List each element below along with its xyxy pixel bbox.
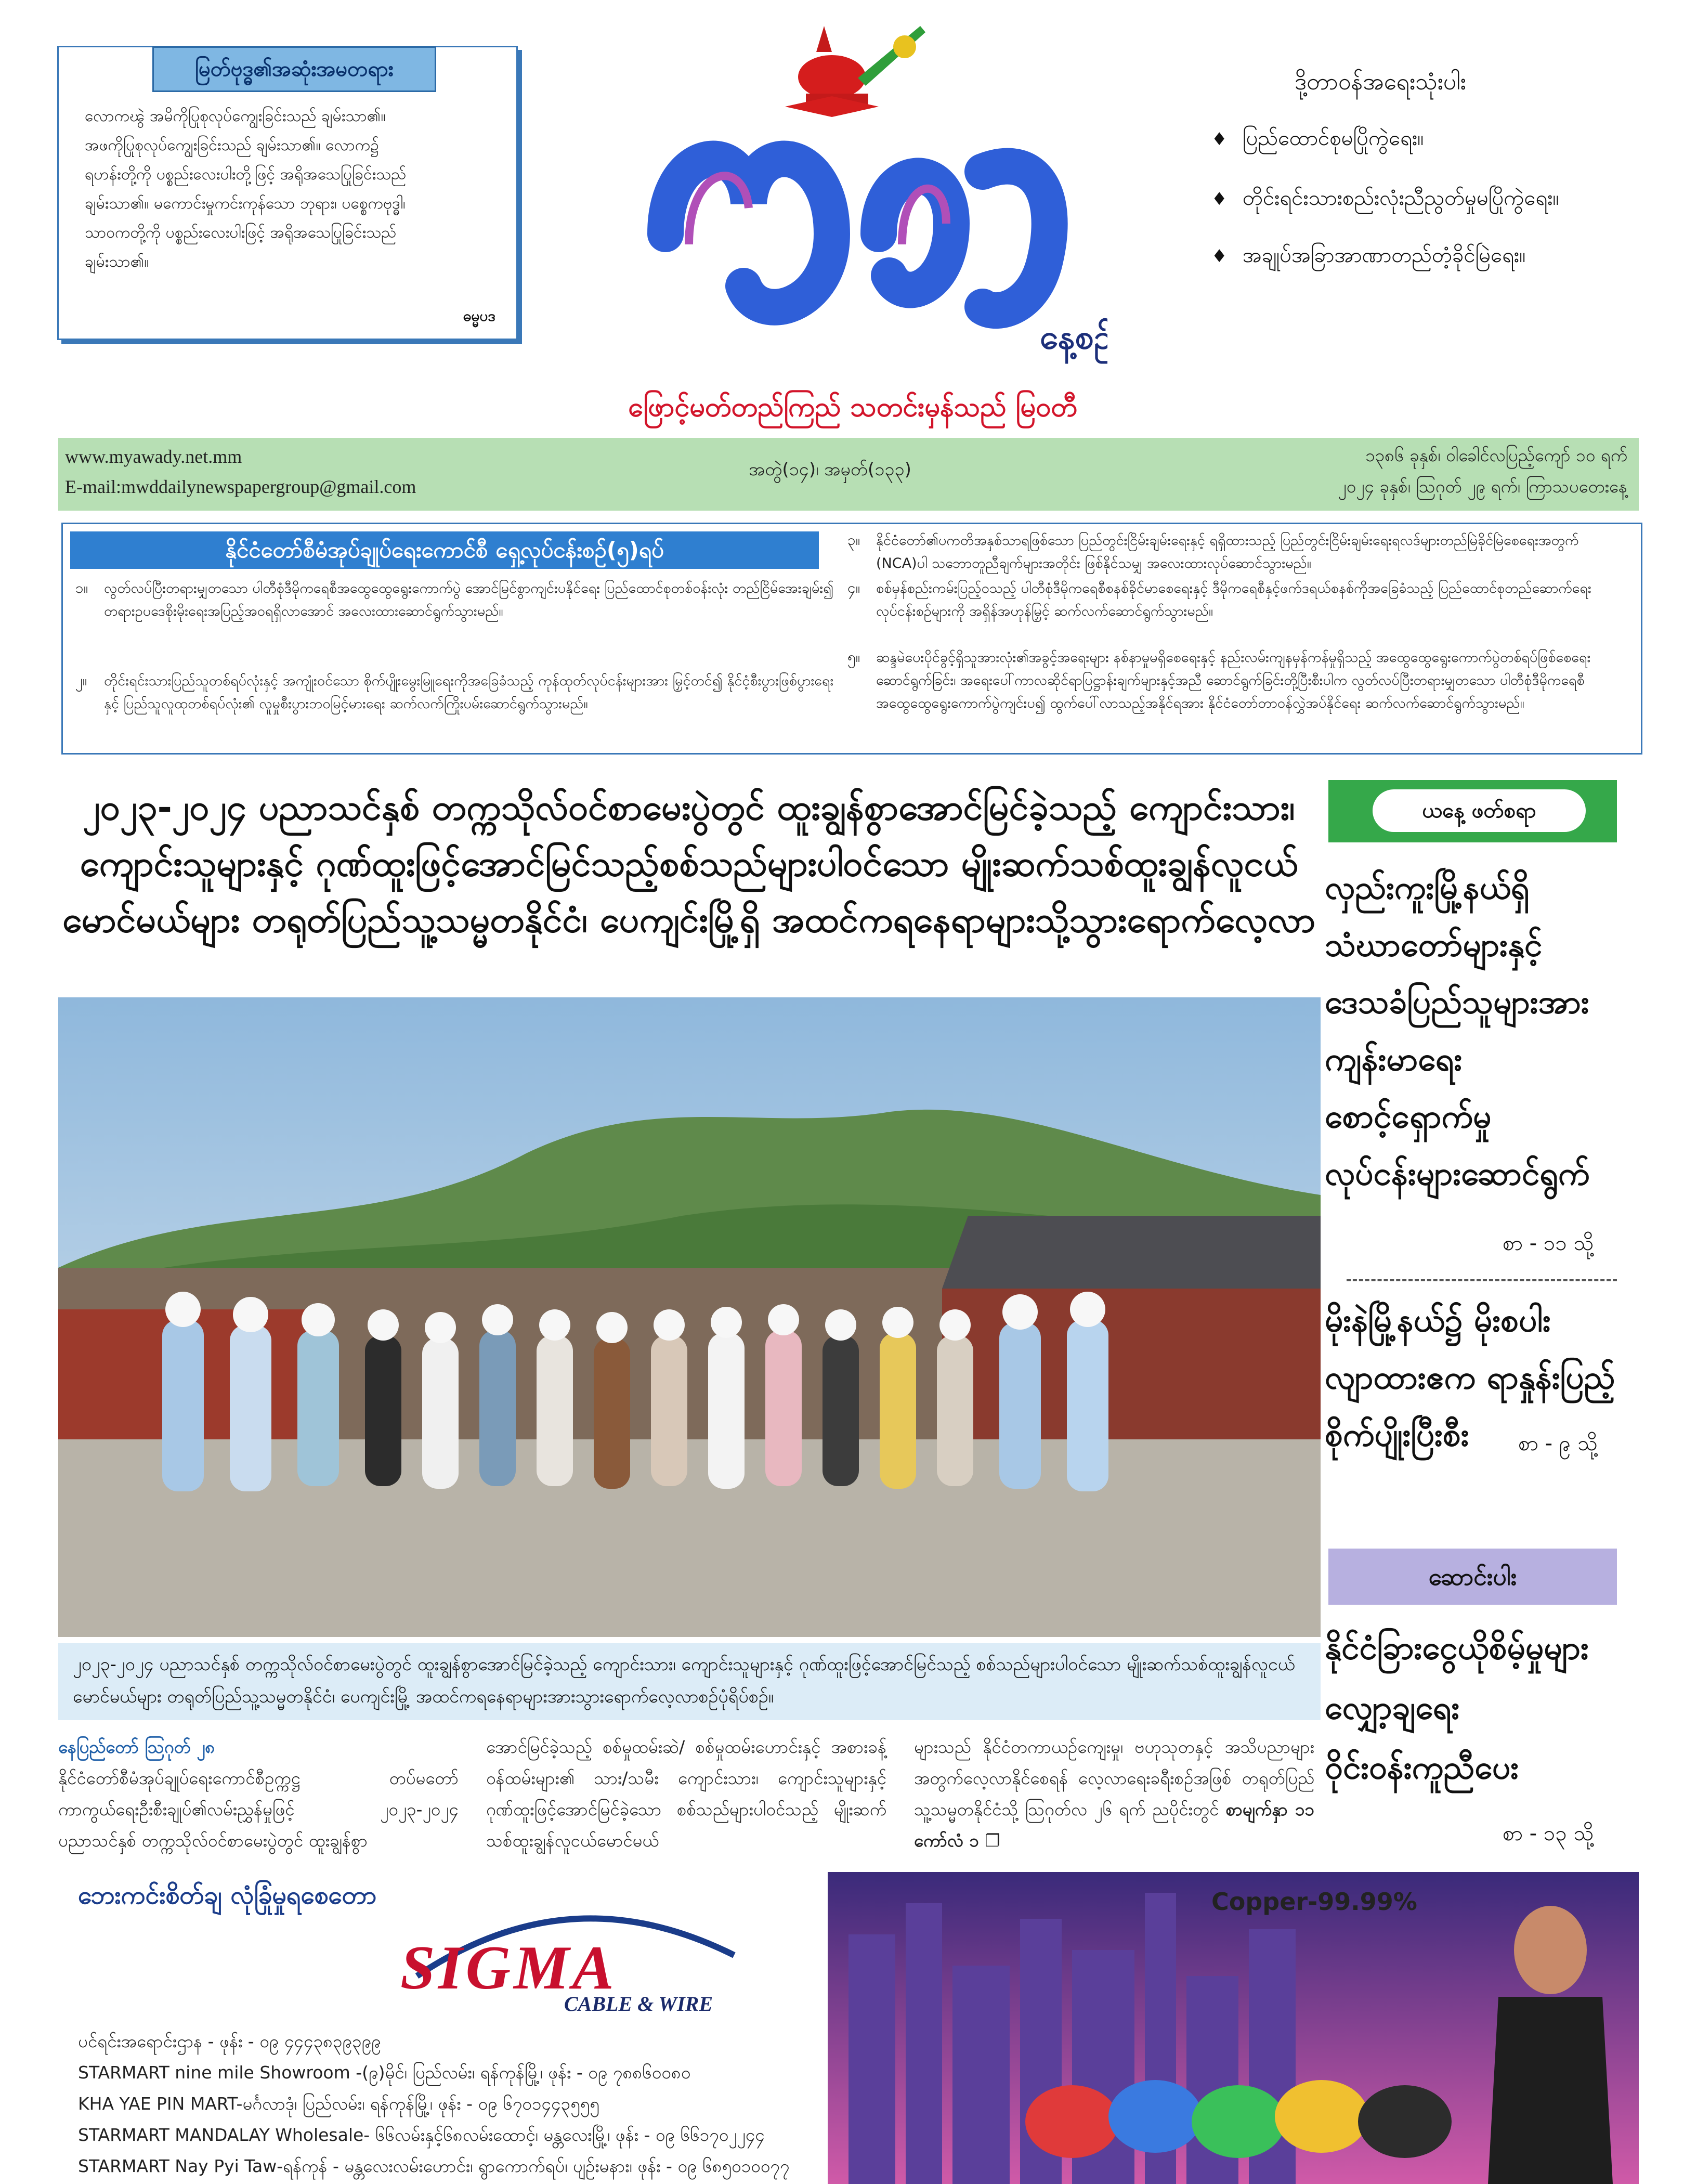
- plan-item: လွတ်လပ်ပြီးတရားမျှတသော ပါတီစုံဒီမိုကရေစီအထွေထွေရွေးကောက်ပွဲ အောင်မြင်စွာကျင်းပနိုင်ရေး ပြည်ထောင်စုတစ်ဝန်းလုံး တည်ငြိမ်အေးချမ်း၍ တရားဥပဒေစိုးမိုးရေးအပြည့်အဝရရှိလာအောင် အလေးထားဆောင်ရွက်သွားမည်။: [104, 580, 834, 619]
- date-myanmar: ၁၃၈၆ ခုနှစ်၊ ဝါခေါင်လပြည့်ကျော် ၁၀ ရက်: [1365, 445, 1627, 465]
- objective-text: အချုပ်အခြာအာဏာတည်တံ့ခိုင်မြဲရေး။: [1243, 243, 1526, 267]
- objective-text: တိုင်းရင်းသားစည်းလုံးညီညွတ်မှုမပြိုကွဲရေး။: [1243, 186, 1559, 210]
- email-link[interactable]: E-mail:mwddailynewspapergroup@gmail.com: [65, 476, 416, 497]
- article-column-3: [914, 1732, 1314, 1856]
- objective-item: [1211, 242, 1525, 272]
- headline-line: မောင်မယ်များ တရုတ်ပြည်သူ့သမ္မတနိုင်ငံ၊ ပေကျင်းမြို့ရှိ အထင်ကရနေရာများသို့သွားရောက်လေ့လာ: [62, 900, 1316, 941]
- motto-line: ချမ်းသာ၏။ မကောင်းမှုကင်းကုန်သော ဘုရား၊ ပစ္စေကဗုဒ္ဓါ၊: [85, 194, 406, 213]
- tagline: ဖြောင့်မတ်တည်ကြည် သတင်းမှန်သည် မြဝတီ: [628, 392, 1077, 423]
- headline-line: ကျောင်းသူများနှင့် ဂုဏ်ထူးဖြင့်အောင်မြင်သည့်စစ်သည်များပါဝင်သော မျိုးဆက်သစ်ထူးချွန်လူငယ်: [80, 843, 1298, 885]
- plan-item-number: ၂။: [75, 672, 87, 689]
- ad-contact-line: KHA YAE PIN MART-မင်္ဂလာဒုံ၊ ပြည်လမ်း၊ ရန်ကုန်မြို့၊ ဖုန်း - ၀၉ ၆၇၀၁၄၄၃၅၅၅: [78, 2094, 599, 2114]
- issue-number: အတွဲ(၁၄)၊ အမှတ်(၁၃၃): [749, 459, 911, 480]
- motto-line: ရဟန်းတို့ကို ပစ္စည်းလေးပါးတို့ဖြင့် အရိုအသေပြုခြင်းသည်: [85, 165, 407, 184]
- logo-graphic: [588, 16, 1107, 390]
- date-gregorian: ၂၀၂၄ ခုနှစ်၊ ဩဂုတ် ၂၉ ရက်၊ ကြာသပတေးနေ့: [1338, 476, 1627, 497]
- objective-item: [1211, 125, 1424, 155]
- sidebar-story-3-line[interactable]: နိုင်ငံခြားငွေယိုစိမ့်မှုများ: [1325, 1629, 1589, 1667]
- ad-copper-label: Copper-99.99%: [1211, 1888, 1417, 1916]
- diamond-bullet-icon: ♦: [1211, 129, 1228, 150]
- dateline: နေပြည်တော် ဩဂုတ် ၂၈: [58, 1737, 215, 1757]
- newspaper-logo[interactable]: [588, 16, 1107, 390]
- objective-item: [1211, 185, 1559, 215]
- photo-caption: ၂၀၂၃-၂၀၂၄ ပညာသင်နှစ် တက္ကသိုလ်ဝင်စာမေးပွဲတွင် ထူးချွန်စွာအောင်မြင်ခဲ့သည့် ကျောင်းသား၊ ကျောင်းသူများနှင့် ဂုဏ်ထူးဖြင့်အောင်မြင်သည့် စစ်သည်များပါဝင်သော မျိုးဆက်သစ်ထူးချွန်လူငယ်မောင်မယ်များ တရုတ်ပြည်သူ့သမ္မတနိုင်ငံ၊ ပေကျင်းမြို့ အထင်ကရနေရာများအားသွားရောက်လေ့လာစဉ်ပုံရိပ်စဉ်။: [73, 1654, 1295, 1707]
- ad-contact-line: STARMART Nay Pyi Taw-ရန်ကုန် - မန္တလေးလမ်းဟောင်း၊ ရွာကောက်ရပ်၊ ပျဉ်းမနား၊ ဖုန်း - ၀၉ ၆၈၅၀၁၀၀၇၇: [78, 2156, 790, 2176]
- emblem-icon: [785, 26, 925, 117]
- motto-text: [85, 102, 495, 277]
- plan-item: ဆန္ဒမဲပေးပိုင်ခွင့်ရှိသူအားလုံး၏အခွင့်အရေးများ နစ်နာမှုမရှိစေရေးနှင့် နည်းလမ်းကျနမှန်ကန်မှုရှိသည့် အထွေထွေရွေးကောက်ပွဲတစ်ရပ်ဖြစ်စေရေးဆောင်ရွက်ခြင်း၊ အရေးပေါ်ကာလဆိုင်ရာပြဋ္ဌာန်းချက်များနှင့်အညီ ဆောင်ရွက်ခြင်းတို့ပြီးစီးပါက လွတ်လပ်ပြီးတရားမျှတသော ပါတီစုံဒီမိုကရေစီအထွေထွေရွေးကောက်ပွဲကျင်းပ၍ ထွက်ပေါ်လာသည့်အနိုင်ရအား နိုင်ငံတော်တာဝန်လွှဲအပ်နိုင်ရေး ဆက်လက်ဆောင်ရွက်သွားမည်။: [876, 649, 1591, 711]
- motto-line: သာဝကတို့ကို ပစ္စည်းလေးပါးဖြင့် အရိုအသေပြုခြင်းသည်: [85, 224, 397, 242]
- sidebar-story-1-line[interactable]: စောင့်ရှောက်မှု: [1325, 1097, 1492, 1135]
- sidebar-story-3-line[interactable]: ဝိုင်းဝန်းကူညီပေး: [1325, 1748, 1519, 1786]
- article-section-header: ဆောင်းပါး: [1328, 1549, 1617, 1605]
- sidebar-story-2-ref[interactable]: စာ - ၉ သို့: [1518, 1432, 1598, 1455]
- plan-item-number: ၁။: [75, 579, 88, 596]
- plan-title: နိုင်ငံတော်စီမံအုပ်ချုပ်ရေးကောင်စီ ရှေ့လုပ်ငန်းစဉ်(၅)ရပ်: [70, 531, 819, 569]
- motto-title: မြတ်ဗုဒ္ဓ၏အဆုံးအမတရား: [152, 46, 436, 92]
- sidebar-story-1-ref[interactable]: စာ - ၁၁ သို့: [1503, 1231, 1594, 1255]
- sidebar-story-3-line[interactable]: လျှော့ချရေး: [1325, 1688, 1460, 1726]
- objective-text: ပြည်ထောင်စုမပြိုကွဲရေး။: [1243, 126, 1424, 150]
- ad-slogan: ဘေးကင်းစိတ်ချ လုံခြုံမှုရစေတော: [78, 1881, 377, 1910]
- sidebar-story-3-ref[interactable]: စာ - ၁၃ သို့: [1503, 1822, 1594, 1845]
- group-photo[interactable]: [58, 997, 1321, 1637]
- logo-lettering-icon: [665, 159, 1050, 311]
- group-photo-image: [58, 997, 1321, 1637]
- logo-suffix: နေ့စဉ်: [1040, 318, 1107, 357]
- plan-item-number: ၄။: [847, 579, 860, 596]
- cable-reels-icon: [1025, 2080, 1452, 2158]
- diamond-bullet-icon: ♦: [1211, 246, 1228, 267]
- sidebar-story-1-line[interactable]: လှည်းကူးမြို့နယ်ရှိ: [1325, 868, 1530, 906]
- article-column-1: [58, 1732, 459, 1856]
- article-text: များသည် နိုင်ငံတကာယဉ်ကျေးမှု၊ ဗဟုသုတနှင့် အသိပညာများအတွက်လေ့လာနိုင်စေရန် လေ့လာရေးခရီးစဉ်အဖြစ် တရုတ်ပြည်သူ့သမ္မတနိုင်ငံသို့ ဩဂုတ်လ ၂၆ ရက် ညပိုင်းတွင်: [914, 1737, 1314, 1819]
- sidebar-story-1-line[interactable]: ဒေသခံပြည်သူများအား: [1325, 983, 1589, 1021]
- ad-brand-subtitle: CABLE & WIRE: [564, 1992, 713, 2016]
- website-link[interactable]: www.myawady.net.mm: [65, 446, 242, 467]
- objectives-title: ဒို့တာဝန်အရေးသုံးပါး: [1295, 69, 1466, 95]
- article-column-2: [486, 1732, 886, 1856]
- ad-contact-line: STARMART nine mile Showroom -(၉)မိုင်၊ ပြည်လမ်း၊ ရန်ကုန်မြို့၊ ဖုန်း - ၀၉ ၇၈၈၆၀၀၈၀: [78, 2062, 691, 2083]
- plan-item: စစ်မှန်စည်းကမ်းပြည့်ဝသည့် ပါတီစုံဒီမိုကရေစီစနစ်ခိုင်မာစေရေးနှင့် ဒီမိုကရေစီနှင့်ဖက်ဒရယ်စနစ်ကိုအခြေခံသည့် ပြည်ထောင်စုတည်ဆောက်ရေးလုပ်ငန်းစဉ်များကို အရှိန်အဟုန်မြှင့် ဆက်လက်ဆောင်ရွက်သွားမည်။: [876, 580, 1591, 619]
- motto-source: ဓမ္မပဒ: [463, 307, 495, 324]
- todays-reading-label: ယနေ့ ဖတ်စရာ: [1373, 789, 1586, 832]
- motto-line: ချမ်းသာ၏။: [85, 253, 149, 271]
- ad-brand-logo: SIGMA: [400, 1933, 617, 2002]
- article-text: နိုင်ငံတော်စီမံအုပ်ချုပ်ရေးကောင်စီဥက္ကဋ္ဌ တပ်မတော်ကာကွယ်ရေးဦးစီးချုပ်၏လမ်းညွှန်မှုဖြင့် ၂၀၂၃-၂၀၂၄ ပညာသင်နှစ် တက္ကသိုလ်ဝင်စာမေးပွဲတွင် ထူးချွန်စွာ: [58, 1768, 459, 1851]
- sidebar-story-1-line[interactable]: ကျန်းမာရေး: [1325, 1040, 1463, 1078]
- ad-contact-line: ပင်ရင်းအရောင်းဌာန - ဖုန်း - ၀၉ ၄၄၄၃၈၃၉၃၉၉: [78, 2031, 381, 2051]
- motto-box: [57, 46, 518, 340]
- sidebar-story-1-line[interactable]: သံဃာတော်များနှင့်: [1325, 926, 1543, 964]
- headline-line: ၂၀၂၃-၂၀၂၄ ပညာသင်နှစ် တက္ကသိုလ်ဝင်စာမေးပွဲတွင် ထူးချွန်စွာအောင်မြင်ခဲ့သည့် ကျောင်းသား၊: [83, 787, 1295, 828]
- continued-link[interactable]: စာမျက်နှာ ၁၁ ကော်လံ ၁ ❐: [914, 1799, 1314, 1851]
- plan-item-number: ၅။: [847, 648, 860, 666]
- plan-item: နိုင်ငံတော်၏ပကတိအနှစ်သာရဖြစ်သော ပြည်တွင်းငြိမ်းချမ်းရေးနှင့် ရရှိထားသည့် ပြည်တွင်းငြိမ်းချမ်းရေးရလဒ်များတည်မြဲခိုင်မြဲစေရေးအတွက် (NCA)ပါ သဘောတူညီချက်များအတိုင်း ဖြစ်နိုင်သမျှ အလေးထားလုပ်ဆောင်သွားမည်။: [876, 532, 1579, 571]
- main-headline[interactable]: [57, 780, 1321, 948]
- divider: [1347, 1279, 1617, 1281]
- sidebar-story-2-line[interactable]: စိုက်ပျိုးပြီးစီး: [1325, 1415, 1469, 1453]
- motto-line: အဖကိုပြုစုလုပ်ကျွေးခြင်းသည် ချမ်းသာ၏။ လောက၌: [85, 136, 379, 154]
- plan-item: တိုင်းရင်းသားပြည်သူတစ်ရပ်လုံးနှင့် အကျုံးဝင်သော စိုက်ပျိုးမွေးမြူရေးကိုအခြေခံသည့် ကုန်ထုတ်လုပ်ငန်းများအား မြှင့်တင်၍ နိုင်ငံ့စီးပွားဖြစ်ပွားရေးနှင့် ပြည်သူလူထုတစ်ရပ်လုံး၏ လူမှုစီးပွားဘဝမြင့်မားရေး ဆက်လက်ကြိုးပမ်းဆောင်ရွက်သွားမည်။: [104, 673, 834, 712]
- sidebar-story-1-line[interactable]: လုပ်ငန်းများဆောင်ရွက်: [1325, 1154, 1590, 1192]
- sidebar-story-2-line[interactable]: မိုးနဲမြို့နယ်၌ မိုးစပါး: [1325, 1301, 1551, 1339]
- diamond-bullet-icon: ♦: [1211, 189, 1228, 210]
- plan-item-number: ၃။: [847, 531, 860, 549]
- article-text: အောင်မြင်ခဲ့သည့် စစ်မှုထမ်းဆဲ/ စစ်မှုထမ်းဟောင်းနှင့် အစားခန့်ဝန်ထမ်းများ၏ သား/သမီး ကျောင်းသား၊ ကျောင်းသူများနှင့် ဂုဏ်ထူးဖြင့်အောင်မြင်ခဲ့သော စစ်သည်များပါဝင်သည့် မျိုးဆက်သစ်ထူးချွန်လူငယ်မောင်မယ်: [486, 1737, 886, 1851]
- sidebar-story-2-line[interactable]: လျာထားဧက ရာနှုန်းပြည့်: [1325, 1358, 1615, 1396]
- motto-line: လောကၽွဲ အမိကိုပြုစုလုပ်ကျွေးခြင်းသည် ချမ်းသာ၏။: [85, 107, 386, 125]
- ad-contact-line: STARMART MANDALAY Wholesale- ၆၆လမ်းနှင့်၆၈လမ်းထောင့်၊ မန္တလေးမြို့၊ ဖုန်း - ၀၉ ၆၆၁၇၀၂၂၄၄: [78, 2125, 765, 2145]
